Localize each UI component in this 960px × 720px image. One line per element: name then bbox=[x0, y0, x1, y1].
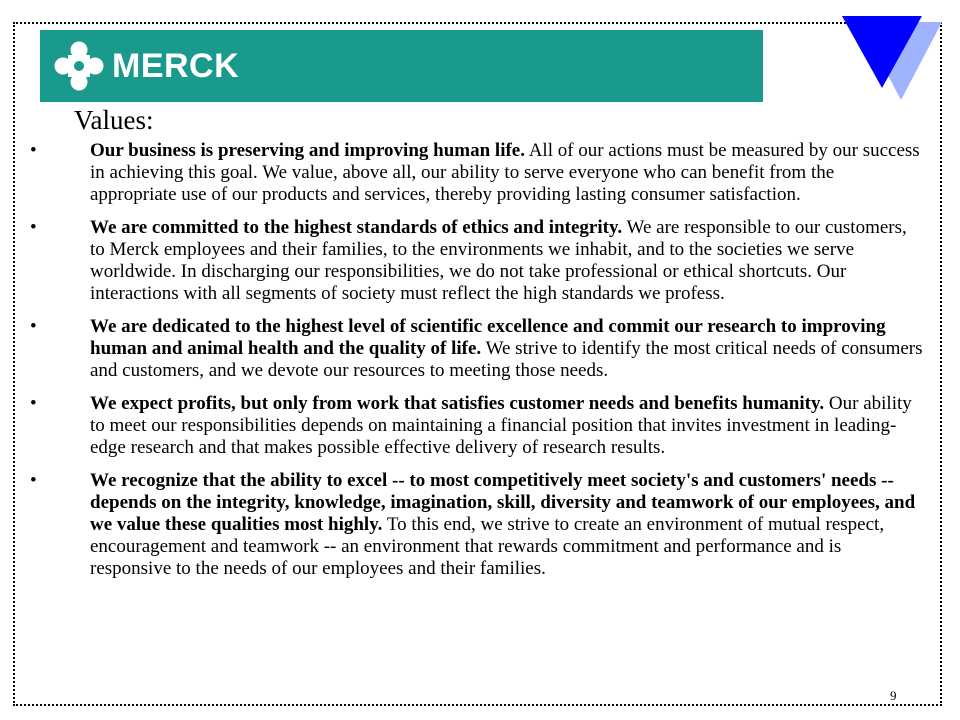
bullet-text bbox=[90, 217, 925, 305]
list-item bbox=[30, 316, 925, 382]
bullet-body-text: We strive to identify the most critical needs of consumers and customers, and we devote our resources to meeting those needs. bbox=[90, 338, 923, 381]
merck-banner bbox=[40, 30, 763, 102]
bullet-dot: • bbox=[30, 140, 37, 161]
bullet-bold-text: Our business is preserving and improving human life. bbox=[90, 140, 525, 161]
list-item bbox=[30, 140, 925, 206]
bullet-text bbox=[90, 140, 925, 206]
corner-triangle-icon bbox=[838, 16, 948, 104]
bullet-bold-text: We are committed to the highest standards of ethics and integrity. bbox=[90, 217, 623, 238]
bullet-text bbox=[90, 470, 925, 580]
bullet-body-text: Our ability to meet our responsibilities depends on maintaining a financial position that invites investment in leading-edge research and that makes possible effective delivery of research results. bbox=[90, 393, 912, 458]
values-list bbox=[30, 140, 925, 591]
bullet-dot: • bbox=[30, 470, 37, 491]
bullet-bold-text: We expect profits, but only from work that satisfies customer needs and benefits humanity. bbox=[90, 393, 825, 414]
bullet-text bbox=[90, 393, 925, 459]
bullet-body-text: To this end, we strive to create an environment of mutual respect, encouragement and teamwork -- an environment that rewards commitment and performance and is responsive to the needs of our employees and their families. bbox=[90, 514, 885, 579]
merck-logo-text: MERCK bbox=[112, 47, 240, 85]
bullet-dot: • bbox=[30, 316, 37, 337]
list-item bbox=[30, 393, 925, 459]
list-item bbox=[30, 217, 925, 305]
merck-logo bbox=[54, 42, 239, 90]
list-item bbox=[30, 470, 925, 580]
page-number: 9 bbox=[890, 688, 897, 703]
bullet-dot: • bbox=[30, 393, 37, 414]
bullet-text bbox=[90, 316, 925, 382]
bullet-bold-text: We recognize that the ability to excel -- to most competitively meet society's and customers' needs -- depends on the integrity, knowledge, imagination, skill, diversity and teamwork of our employees, and we value these qualities most highly. bbox=[90, 470, 916, 535]
values-heading: Values: bbox=[74, 105, 154, 135]
bullet-dot: • bbox=[30, 217, 37, 238]
bullet-body-text: All of our actions must be measured by our success in achieving this goal. We value, above all, our ability to serve everyone who can benefit from the appropriate use of our products and services, thereby providing lasting consumer satisfaction. bbox=[90, 140, 920, 205]
bullet-bold-text: We are dedicated to the highest level of scientific excellence and commit our research to improving human and animal health and the quality of life. bbox=[90, 316, 886, 359]
merck-logo-mark-icon bbox=[54, 41, 104, 91]
bullet-body-text: We are responsible to our customers, to Merck employees and their families, to the environments we inhabit, and to the societies we serve worldwide. In discharging our responsibilities, we do not take professional or ethical shortcuts. Our interactions with all segments of society must reflect the high standards we profess. bbox=[90, 217, 907, 304]
